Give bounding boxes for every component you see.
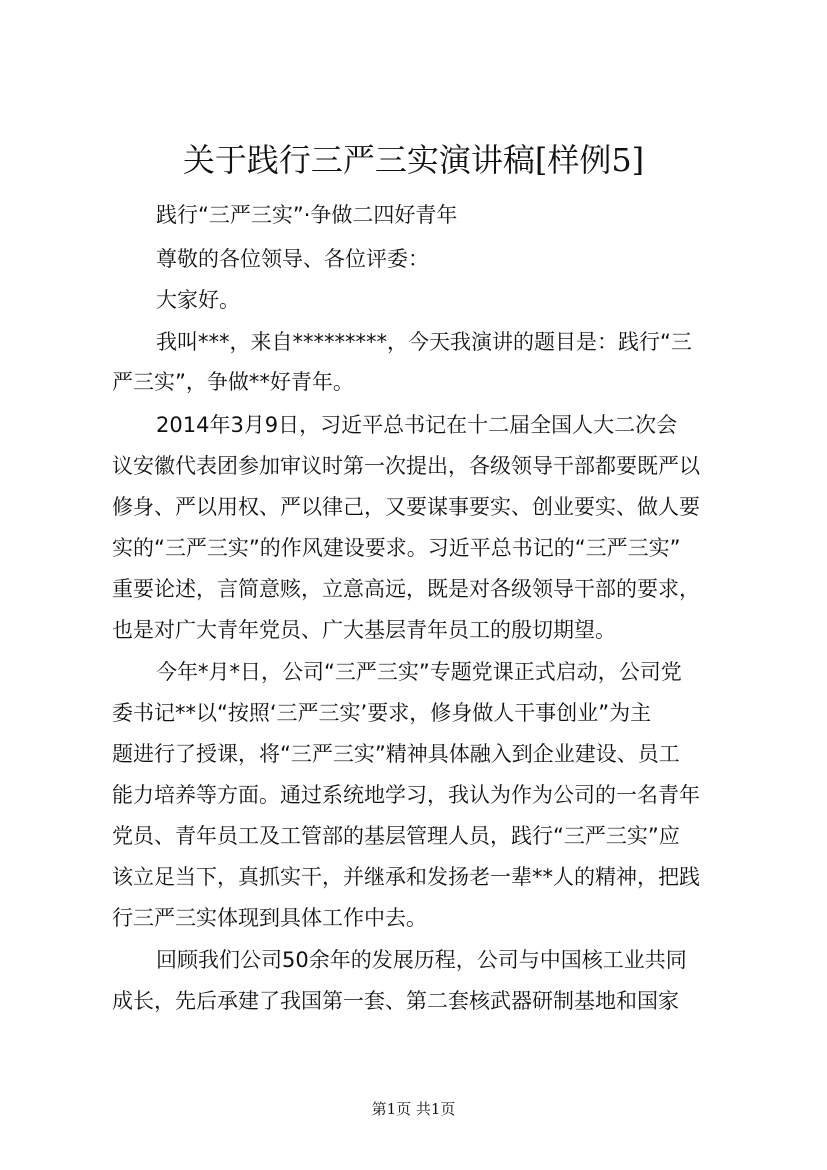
document-title: 关于践行三严三实演讲稿[样例5] bbox=[182, 141, 645, 179]
speech-subtitle: 践行“三严三实”·争做二四好青年 bbox=[156, 203, 458, 227]
paragraph-line: 重要论述，言简意赅，立意高远，既是对各级领导干部的要求， bbox=[112, 577, 700, 601]
paragraph-line: 今年*月*日，公司“三严三实”专题党课正式启动，公司党 bbox=[156, 660, 682, 684]
paragraph-line: 严三实”，争做**好青年。 bbox=[112, 370, 354, 394]
paragraph-line: 实的“三严三实”的作风建设要求。习近平总书记的“三严三实” bbox=[112, 536, 681, 560]
paragraph-line: 题进行了授课，将“三严三实”精神具体融入到企业建设、员工 bbox=[112, 742, 680, 766]
paragraph-line: 委书记**以“按照‘三严三实’要求，修身做人干事创业”为主 bbox=[112, 701, 652, 725]
paragraph-line: 议安徽代表团参加审议时第一次提出，各级领导干部都要既严以 bbox=[112, 454, 700, 478]
paragraph-line: 党员、青年员工及工管部的基层管理人员，践行“三严三实”应 bbox=[112, 824, 680, 848]
paragraph-line: 2014年3月9日，习近平总书记在十二届全国人大二次会 bbox=[156, 413, 678, 437]
page-footer: 第1页 共1页 bbox=[371, 1100, 456, 1118]
paragraph-line: 我叫***，来自*********，今天我演讲的题目是：践行“三 bbox=[156, 330, 692, 354]
paragraph-line: 修身、严以用权、严以律己，又要谋事要实、创业要实、做人要 bbox=[112, 495, 700, 519]
paragraph-line: 该立足当下，真抓实干，并继承和发扬老一辈**人的精神，把践 bbox=[112, 865, 700, 889]
paragraph-line: 行三严三实体现到具体工作中去。 bbox=[112, 906, 427, 930]
greeting: 大家好。 bbox=[156, 288, 240, 312]
paragraph-line: 能力培养等方面。通过系统地学习，我认为作为公司的一名青年 bbox=[112, 783, 700, 807]
salutation: 尊敬的各位领导、各位评委： bbox=[156, 247, 429, 271]
paragraph-line: 成长，先后承建了我国第一套、第二套核武器研制基地和国家 bbox=[112, 989, 679, 1013]
paragraph-line: 也是对广大青年党员、广大基层青年员工的殷切期望。 bbox=[112, 618, 616, 642]
paragraph-line: 回顾我们公司50余年的发展历程，公司与中国核工业共同 bbox=[156, 948, 687, 972]
